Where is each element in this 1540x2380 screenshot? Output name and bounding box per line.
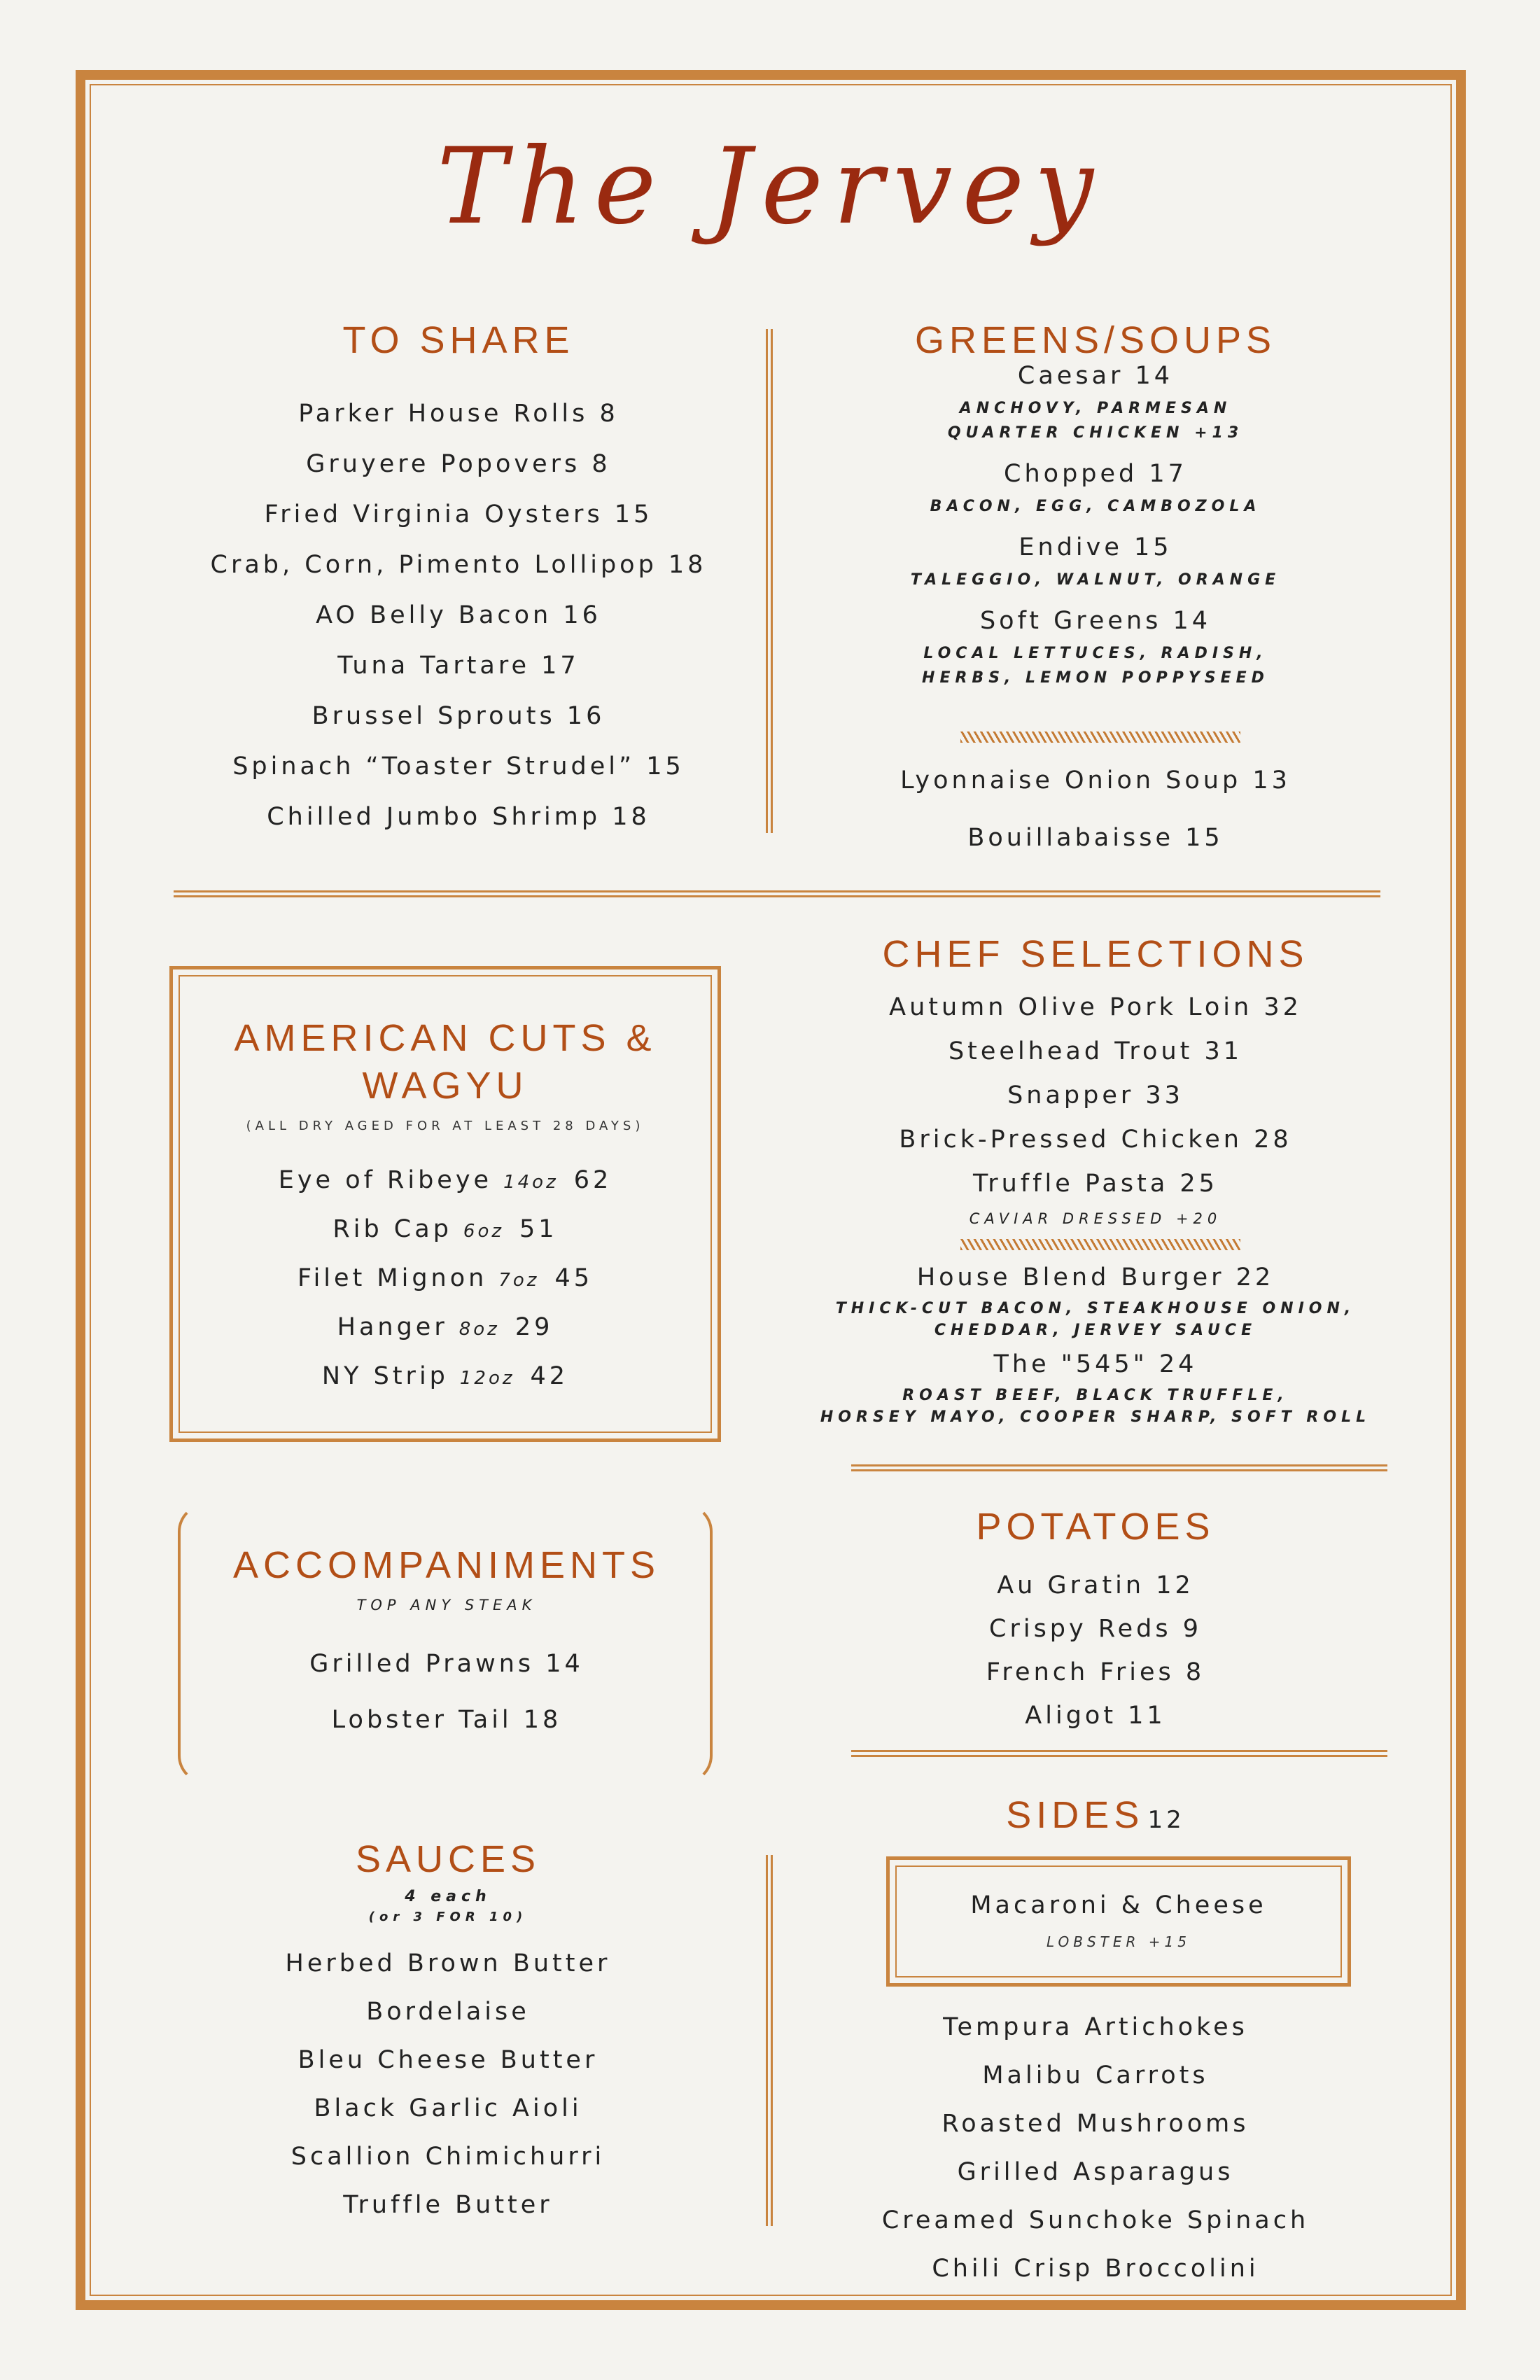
cut-name: NY Strip (321, 1362, 449, 1390)
to-share-heading: TO SHARE (342, 319, 575, 361)
accompaniment-item: Grilled Prawns 14 (309, 1650, 584, 1678)
sides-list (805, 2003, 1386, 2293)
side-item: Grilled Asparagus (957, 2158, 1234, 2186)
chef-selections-section (805, 932, 1386, 1227)
to-share-item: Spinach “Toaster Strudel” 15 (232, 752, 685, 780)
restaurant-title: The Jervey (437, 126, 1103, 248)
burger-desc: THICK-CUT BACON, STEAKHOUSE ONION, (835, 1300, 1356, 1317)
potato-item: Aligot 11 (1025, 1702, 1166, 1730)
greens-item: Endive 15 (1018, 533, 1172, 561)
sides-section (805, 1793, 1386, 1837)
cut-size: 12oz (459, 1368, 515, 1389)
section-divider (851, 1750, 1387, 1757)
greens-desc: BACON, EGG, CAMBOZOLA (930, 498, 1261, 515)
sauce-item: Black Garlic Aioli (314, 2094, 582, 2122)
chef-item: Truffle Pasta 25 (973, 1170, 1218, 1198)
cut-item (183, 1353, 707, 1402)
chef-selections-heading: CHEF SELECTIONS (882, 933, 1309, 975)
mac-cheese-item: Macaroni & Cheese (970, 1891, 1267, 1919)
sauces-deal: (or 3 FOR 10) (368, 1910, 528, 1924)
greens-desc: LOCAL LETTUCES, RADISH, (923, 645, 1268, 662)
cut-name: Eye of Ribeye (278, 1166, 493, 1194)
divider-hatch (960, 732, 1240, 743)
to-share-item: Crab, Corn, Pimento Lollipop 18 (210, 551, 707, 579)
sides-price: 12 (1147, 1806, 1185, 1834)
cut-price: 51 (519, 1215, 558, 1243)
burger-section (805, 1264, 1386, 1426)
sandwich-item: The "545" 24 (993, 1350, 1198, 1378)
cut-name: Hanger (337, 1313, 448, 1341)
to-share-section (168, 318, 749, 842)
potatoes-section (805, 1505, 1386, 1737)
chef-item: Brick-Pressed Chicken 28 (899, 1126, 1292, 1154)
american-cuts-heading: AMERICAN CUTS & (234, 1017, 657, 1059)
cut-item (183, 1304, 707, 1353)
lobster-addon: LOBSTER +15 (1046, 1933, 1191, 1950)
potato-item: Au Gratin 12 (997, 1572, 1194, 1600)
soup-item: Lyonnaise Onion Soup 13 (900, 766, 1291, 794)
mac-cheese-feature (893, 1891, 1344, 1950)
column-divider (766, 1855, 773, 2226)
pasta-note: CAVIAR DRESSED +20 (969, 1210, 1222, 1227)
side-item: Roasted Mushrooms (941, 2110, 1250, 2138)
greens-item: Chopped 17 (1004, 460, 1187, 488)
greens-item: Caesar 14 (1017, 362, 1174, 390)
cut-price: 42 (530, 1362, 569, 1390)
sauce-item: Truffle Butter (343, 2191, 553, 2219)
cut-price: 29 (514, 1313, 554, 1341)
greens-soups-section (805, 318, 1386, 687)
cuts-list (183, 1157, 707, 1402)
cut-size: 6oz (463, 1221, 505, 1242)
side-item: Creamed Sunchoke Spinach (881, 2206, 1310, 2234)
greens-desc: TALEGGIO, WALNUT, ORANGE (910, 571, 1281, 589)
to-share-item: Chilled Jumbo Shrimp 18 (267, 803, 650, 831)
accompaniments-heading: ACCOMPANIMENTS (232, 1544, 661, 1586)
side-item: Tempura Artichokes (943, 2013, 1248, 2041)
sauce-item: Bordelaise (366, 1998, 530, 2026)
american-cuts-heading-2: WAGYU (362, 1065, 528, 1107)
column-divider (766, 329, 773, 833)
cut-size: 8oz (458, 1319, 500, 1340)
cut-price: 45 (554, 1264, 593, 1292)
cut-item (183, 1255, 707, 1304)
accompaniment-item: Lobster Tail 18 (331, 1706, 562, 1734)
potato-item: French Fries 8 (986, 1658, 1205, 1686)
cut-item (183, 1206, 707, 1255)
potatoes-list (805, 1564, 1386, 1737)
american-cuts-section (183, 1016, 707, 1402)
soup-item: Bouillabaisse 15 (967, 824, 1224, 852)
soups-list (805, 766, 1386, 852)
burger-item: House Blend Burger 22 (916, 1264, 1275, 1292)
chef-list (805, 986, 1386, 1206)
potatoes-heading: POTATOES (976, 1506, 1215, 1548)
cut-size: 14oz (503, 1172, 559, 1193)
to-share-item: Fried Virginia Oysters 15 (264, 500, 653, 528)
greens-item: Soft Greens 14 (979, 607, 1212, 635)
chef-item: Autumn Olive Pork Loin 32 (889, 993, 1302, 1021)
cut-item (183, 1157, 707, 1206)
accompaniments-section (189, 1544, 704, 1734)
chef-item: Steelhead Trout 31 (948, 1037, 1243, 1065)
side-item: Chili Crisp Broccolini (932, 2255, 1259, 2283)
cut-size: 7oz (498, 1270, 540, 1291)
greens-desc: ANCHOVY, PARMESAN (959, 400, 1232, 417)
sauce-item: Bleu Cheese Butter (298, 2046, 598, 2074)
divider-hatch (960, 1239, 1240, 1250)
sauces-list (168, 1940, 728, 2230)
to-share-item: Brussel Sprouts 16 (312, 702, 606, 730)
greens-soups-heading: GREENS/SOUPS (914, 319, 1277, 361)
sandwich-desc: HORSEY MAYO, COOPER SHARP, SOFT ROLL (820, 1408, 1371, 1426)
sauce-item: Scallion Chimichurri (290, 2143, 606, 2171)
section-divider (174, 890, 1380, 897)
greens-list (805, 362, 1386, 687)
chef-item: Snapper 33 (1007, 1082, 1184, 1110)
side-item: Malibu Carrots (982, 2062, 1209, 2090)
to-share-item: Parker House Rolls 8 (298, 400, 619, 428)
accompaniments-note: TOP ANY STEAK (356, 1597, 537, 1614)
cut-price: 62 (573, 1166, 612, 1194)
to-share-list (168, 388, 749, 842)
sauce-item: Herbed Brown Butter (285, 1949, 611, 1977)
greens-desc: QUARTER CHICKEN +13 (947, 424, 1244, 442)
sauces-section (168, 1837, 728, 2230)
to-share-item: AO Belly Bacon 16 (316, 601, 601, 629)
sauces-heading: SAUCES (355, 1838, 541, 1880)
burger-desc: CHEDDAR, JERVEY SAUCE (934, 1322, 1257, 1339)
cut-name: Rib Cap (332, 1215, 452, 1243)
cut-name: Filet Mignon (298, 1264, 488, 1292)
sandwich-desc: ROAST BEEF, BLACK TRUFFLE, (902, 1387, 1289, 1404)
sauces-price: 4 each (405, 1888, 491, 1905)
potato-item: Crispy Reds 9 (989, 1615, 1202, 1643)
greens-desc: HERBS, LEMON POPPYSEED (922, 669, 1269, 687)
section-divider (851, 1464, 1387, 1471)
dry-aged-note: (ALL DRY AGED FOR AT LEAST 28 DAYS) (246, 1119, 645, 1133)
to-share-item: Tuna Tartare 17 (337, 652, 580, 680)
sides-heading: SIDES (1006, 1794, 1144, 1836)
to-share-item: Gruyere Popovers 8 (306, 450, 611, 478)
